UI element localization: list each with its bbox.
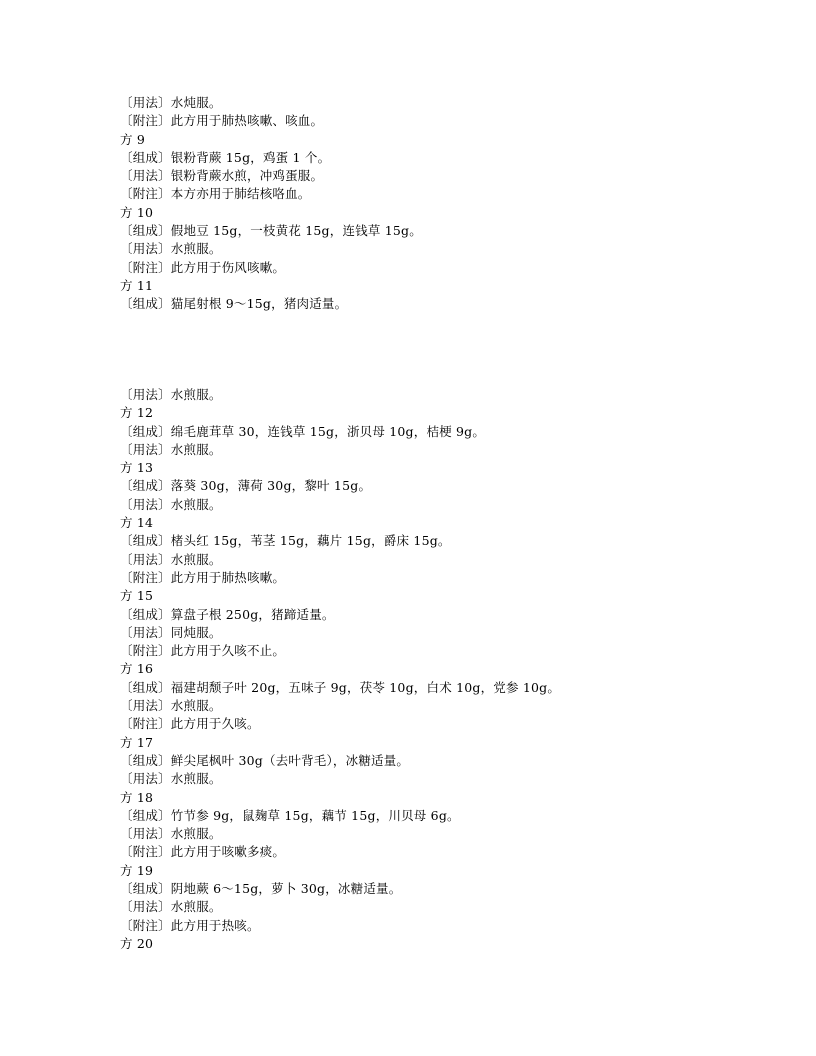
text-line: 〔组成〕阴地蕨 6～15g，萝卜 30g，冰糖适量。	[120, 881, 402, 897]
recipe-heading: 方 13	[120, 460, 154, 476]
text-line: 〔附注〕此方用于久咳。	[120, 716, 260, 732]
text-line: 〔组成〕绵毛鹿茸草 30，连钱草 15g，浙贝母 10g，桔梗 9g。	[120, 423, 486, 439]
text-line: 〔用法〕水煎服。	[120, 496, 222, 512]
recipe-heading: 方 9	[120, 131, 146, 147]
text-line: 〔组成〕鲜尖尾枫叶 30g（去叶背毛），冰糖适量。	[120, 752, 410, 768]
text-line: 〔用法〕水煎服。	[120, 826, 222, 842]
text-line: 〔用法〕水煎服。	[120, 441, 222, 457]
text-line: 〔组成〕福建胡颓子叶 20g，五味子 9g，茯苓 10g，白术 10g，党参 10g。	[120, 679, 561, 695]
text-block-bottom	[120, 386, 780, 953]
recipe-heading: 方 20	[120, 935, 154, 951]
text-line: 〔组成〕假地豆 15g，一枝黄花 15g，连钱草 15g。	[120, 223, 422, 239]
text-line: 〔组成〕银粉背蕨 15g，鸡蛋 1 个。	[120, 149, 331, 165]
text-line: 〔用法〕同炖服。	[120, 624, 222, 640]
text-line: 〔用法〕银粉背蕨水煎，冲鸡蛋服。	[120, 168, 324, 184]
text-line: 〔组成〕楮头红 15g，苇茎 15g，藕片 15g，爵床 15g。	[120, 533, 451, 549]
recipe-heading: 方 18	[120, 789, 154, 805]
text-line: 〔附注〕此方用于热咳。	[120, 917, 260, 933]
text-line: 〔附注〕此方用于肺热咳嗽。	[120, 569, 286, 585]
recipe-heading: 方 14	[120, 515, 154, 531]
recipe-heading: 方 16	[120, 661, 154, 677]
text-line: 〔附注〕此方用于肺热咳嗽、咳血。	[120, 113, 324, 129]
recipe-heading: 方 19	[120, 862, 154, 878]
text-block-top	[120, 94, 780, 314]
text-line: 〔组成〕竹节参 9g，鼠麹草 15g，藕节 15g，川贝母 6g。	[120, 807, 460, 823]
text-line: 〔用法〕水煎服。	[120, 698, 222, 714]
text-line: 〔附注〕本方亦用于肺结核咯血。	[120, 186, 311, 202]
text-line: 〔组成〕算盘子根 250g，猪蹄适量。	[120, 606, 335, 622]
text-line: 〔用法〕水煎服。	[120, 241, 222, 257]
text-line: 〔组成〕落葵 30g，薄荷 30g，黎叶 15g。	[120, 478, 372, 494]
text-line: 〔附注〕此方用于伤风咳嗽。	[120, 259, 286, 275]
text-line: 〔用法〕水煎服。	[120, 387, 222, 402]
text-line: 〔附注〕此方用于久咳不止。	[120, 643, 286, 659]
text-line: 〔用法〕水煎服。	[120, 899, 222, 915]
text-line: 〔附注〕此方用于咳嗽多痰。	[120, 844, 286, 860]
recipe-heading: 方 17	[120, 734, 154, 750]
recipe-heading: 方 11	[120, 277, 154, 293]
text-line: 〔用法〕水煎服。	[120, 771, 222, 787]
recipe-heading: 方 10	[120, 204, 154, 220]
text-line: 〔用法〕水炖服。	[120, 95, 222, 110]
recipe-heading: 方 12	[120, 405, 154, 421]
recipe-heading: 方 15	[120, 588, 154, 604]
text-line: 〔用法〕水煎服。	[120, 551, 222, 567]
text-line: 〔组成〕猫尾射根 9～15g，猪肉适量。	[120, 296, 348, 312]
